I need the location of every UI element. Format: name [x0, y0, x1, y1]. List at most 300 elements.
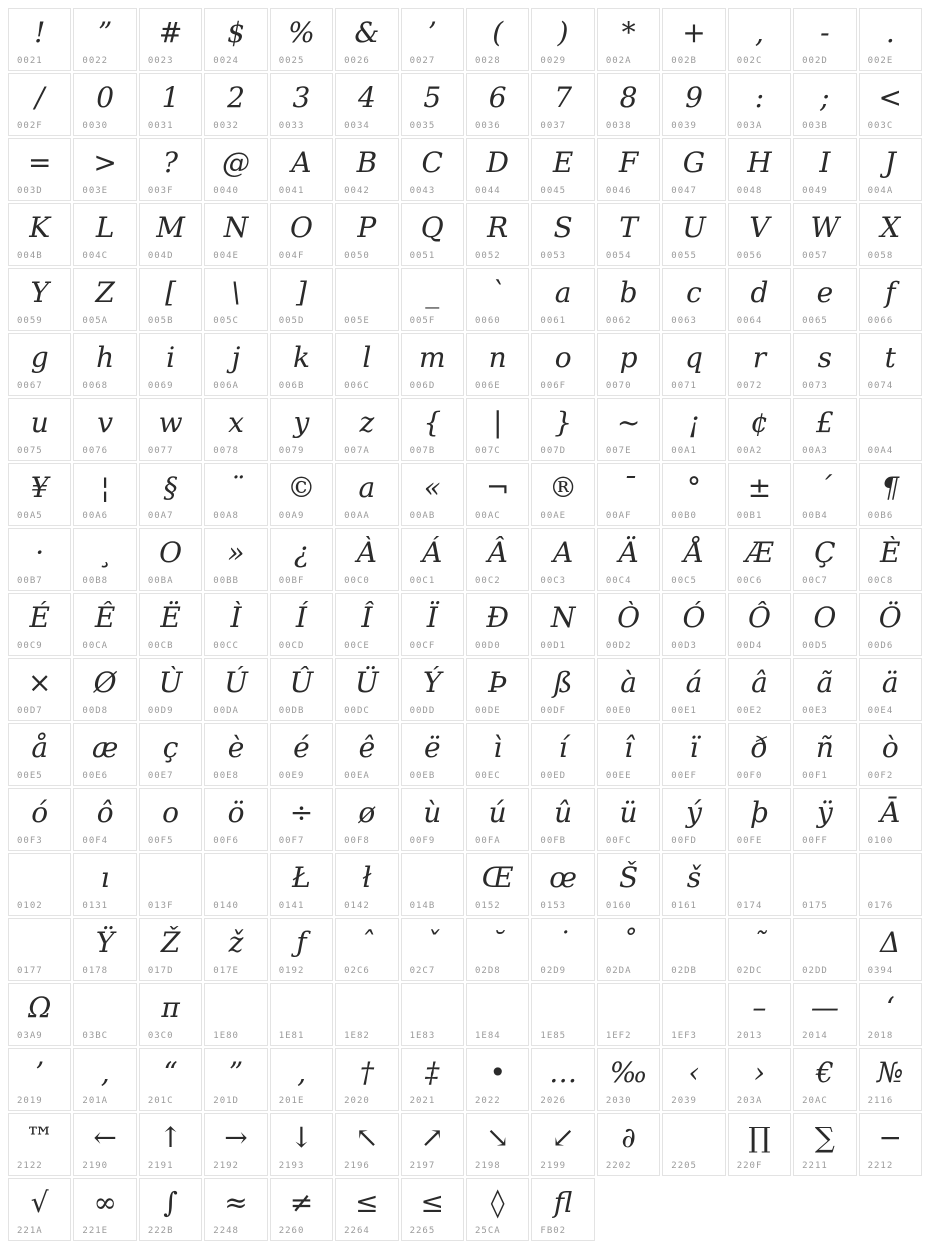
glyph-cell[interactable] [204, 658, 267, 721]
glyph-cell[interactable] [662, 853, 725, 916]
glyph-cell[interactable] [859, 983, 922, 1046]
glyph-cell[interactable] [335, 333, 398, 396]
glyph-cell[interactable] [401, 658, 464, 721]
glyph-cell[interactable] [531, 1178, 594, 1241]
glyph-cell[interactable] [73, 528, 136, 591]
glyph-cell[interactable] [531, 528, 594, 591]
glyph-cell[interactable] [859, 658, 922, 721]
glyph-cell[interactable] [204, 333, 267, 396]
glyph-cell[interactable] [401, 918, 464, 981]
glyph-cell[interactable] [270, 203, 333, 266]
glyph-cell[interactable] [466, 788, 529, 851]
glyph: n [488, 340, 507, 374]
glyph-cell[interactable] [466, 1113, 529, 1176]
glyph-cell[interactable] [466, 398, 529, 461]
glyph-cell[interactable] [859, 8, 922, 71]
glyph-cell[interactable] [8, 463, 71, 526]
glyph-cell[interactable] [531, 268, 594, 331]
codepoint-label: 005F [409, 316, 436, 326]
glyph-cell[interactable] [662, 398, 725, 461]
glyph-cell[interactable] [401, 853, 464, 916]
glyph-cell[interactable] [8, 268, 71, 331]
glyph-cell[interactable] [531, 1113, 594, 1176]
glyph-cell[interactable] [139, 983, 202, 1046]
glyph-cell[interactable] [793, 463, 856, 526]
glyph-cell[interactable] [531, 983, 594, 1046]
glyph-cell[interactable] [8, 333, 71, 396]
glyph-cell[interactable] [335, 528, 398, 591]
glyph-cell[interactable] [73, 463, 136, 526]
glyph-cell[interactable] [204, 723, 267, 786]
glyph-cell[interactable] [139, 1048, 202, 1111]
glyph-cell[interactable] [793, 1113, 856, 1176]
glyph [598, 984, 659, 1031]
glyph-cell[interactable] [728, 593, 791, 656]
glyph-cell[interactable] [728, 983, 791, 1046]
glyph-cell[interactable] [793, 528, 856, 591]
glyph-cell[interactable] [531, 8, 594, 71]
glyph-cell[interactable] [8, 528, 71, 591]
glyph: 4 [357, 80, 376, 114]
glyph-cell[interactable] [793, 593, 856, 656]
codepoint-label: 2211 [802, 1161, 828, 1171]
glyph-cell[interactable] [335, 398, 398, 461]
glyph-cell[interactable] [597, 853, 660, 916]
glyph-cell[interactable] [73, 333, 136, 396]
glyph-cell[interactable] [8, 593, 71, 656]
glyph-cell[interactable] [139, 788, 202, 851]
glyph-cell[interactable] [859, 268, 922, 331]
glyph-cell[interactable] [270, 8, 333, 71]
glyph-cell[interactable] [73, 723, 136, 786]
glyph-cell[interactable] [401, 593, 464, 656]
glyph-cell[interactable] [139, 463, 202, 526]
glyph-cell[interactable] [859, 723, 922, 786]
glyph-cell[interactable] [335, 73, 398, 136]
codepoint-label: 006E [474, 381, 501, 391]
glyph-cell[interactable] [335, 983, 398, 1046]
glyph-cell[interactable] [466, 333, 529, 396]
glyph-cell[interactable] [270, 333, 333, 396]
glyph-cell[interactable] [662, 1113, 725, 1176]
glyph: ≤ [355, 1185, 379, 1219]
glyph-cell[interactable] [204, 138, 267, 201]
glyph-cell[interactable] [662, 73, 725, 136]
glyph-cell[interactable] [859, 398, 922, 461]
glyph-cell[interactable] [401, 8, 464, 71]
glyph-cell[interactable] [139, 528, 202, 591]
glyph-cell[interactable] [531, 463, 594, 526]
glyph-cell[interactable] [401, 73, 464, 136]
glyph-cell[interactable] [793, 788, 856, 851]
glyph-cell[interactable] [466, 268, 529, 331]
glyph-cell[interactable] [531, 918, 594, 981]
glyph-cell[interactable] [466, 593, 529, 656]
glyph-cell[interactable] [204, 268, 267, 331]
glyph-cell[interactable] [139, 853, 202, 916]
glyph-cell[interactable] [139, 8, 202, 71]
glyph-cell[interactable] [73, 268, 136, 331]
glyph-cell[interactable] [73, 398, 136, 461]
glyph-cell[interactable] [204, 8, 267, 71]
codepoint-label: 201E [278, 1096, 305, 1106]
codepoint-label: 2196 [344, 1161, 370, 1171]
glyph-cell[interactable] [728, 333, 791, 396]
glyph-cell[interactable] [728, 853, 791, 916]
glyph-cell[interactable] [728, 658, 791, 721]
glyph: Ê [94, 600, 116, 634]
codepoint-label: 00C0 [344, 576, 370, 586]
glyph-cell[interactable] [204, 528, 267, 591]
glyph-cell[interactable] [597, 918, 660, 981]
glyph-cell[interactable] [531, 138, 594, 201]
glyph-cell[interactable] [401, 788, 464, 851]
glyph-cell[interactable] [859, 918, 922, 981]
glyph-cell[interactable] [466, 528, 529, 591]
glyph-cell[interactable] [466, 918, 529, 981]
glyph-cell[interactable] [204, 1048, 267, 1111]
codepoint-label: 0079 [278, 446, 305, 456]
glyph-cell[interactable] [597, 268, 660, 331]
glyph-cell[interactable] [73, 8, 136, 71]
glyph-cell[interactable] [728, 528, 791, 591]
glyph-cell[interactable] [270, 1178, 333, 1241]
codepoint-label: 002A [605, 56, 632, 66]
glyph-cell[interactable] [728, 1048, 791, 1111]
glyph-cell[interactable] [335, 1178, 398, 1241]
glyph-cell[interactable] [139, 138, 202, 201]
glyph-cell[interactable] [204, 918, 267, 981]
glyph-cell[interactable] [335, 138, 398, 201]
glyph-cell[interactable] [531, 1048, 594, 1111]
glyph-cell[interactable] [662, 723, 725, 786]
glyph-cell[interactable] [139, 723, 202, 786]
glyph-cell[interactable] [73, 1113, 136, 1176]
glyph-cell[interactable] [204, 73, 267, 136]
glyph-cell[interactable] [728, 723, 791, 786]
glyph-cell[interactable] [8, 918, 71, 981]
glyph-cell[interactable] [859, 1048, 922, 1111]
glyph-cell[interactable] [466, 203, 529, 266]
glyph-cell[interactable] [531, 203, 594, 266]
glyph-cell[interactable] [73, 138, 136, 201]
glyph-cell[interactable] [401, 723, 464, 786]
glyph-cell[interactable] [270, 463, 333, 526]
glyph-cell[interactable] [401, 203, 464, 266]
glyph-cell[interactable] [597, 983, 660, 1046]
glyph-cell[interactable] [728, 398, 791, 461]
glyph-cell[interactable] [793, 853, 856, 916]
glyph-cell[interactable] [531, 853, 594, 916]
glyph-cell[interactable] [859, 203, 922, 266]
glyph-cell[interactable] [8, 723, 71, 786]
glyph-cell[interactable] [793, 203, 856, 266]
glyph-cell[interactable] [793, 1048, 856, 1111]
glyph-cell[interactable] [662, 593, 725, 656]
glyph-cell[interactable] [401, 1113, 464, 1176]
glyph-cell[interactable] [139, 918, 202, 981]
codepoint-label: 00A8 [213, 511, 239, 521]
codepoint-label: 2116 [867, 1096, 894, 1106]
glyph-cell[interactable] [728, 1113, 791, 1176]
glyph-cell[interactable] [793, 983, 856, 1046]
glyph-cell[interactable] [597, 658, 660, 721]
glyph-cell[interactable] [859, 593, 922, 656]
glyph-cell[interactable] [859, 73, 922, 136]
glyph: Ë [160, 600, 181, 634]
glyph-cell[interactable] [270, 138, 333, 201]
glyph-cell[interactable] [270, 658, 333, 721]
glyph-cell[interactable] [662, 658, 725, 721]
glyph-cell[interactable] [597, 528, 660, 591]
glyph-cell[interactable] [8, 658, 71, 721]
glyph-cell[interactable] [270, 788, 333, 851]
glyph-cell[interactable] [859, 1113, 922, 1176]
codepoint-label: 2265 [409, 1226, 436, 1236]
glyph-cell[interactable] [728, 8, 791, 71]
codepoint-label: 00C7 [802, 576, 828, 586]
glyph-cell[interactable] [662, 983, 725, 1046]
glyph: ü [619, 795, 638, 829]
glyph-cell[interactable] [139, 658, 202, 721]
codepoint-label: 00CD [278, 641, 305, 651]
glyph-cell[interactable] [8, 983, 71, 1046]
glyph-cell[interactable] [662, 1048, 725, 1111]
glyph-cell[interactable] [728, 463, 791, 526]
glyph-cell[interactable] [139, 203, 202, 266]
glyph-cell[interactable] [793, 333, 856, 396]
glyph-cell[interactable] [335, 463, 398, 526]
glyph: È [880, 535, 901, 569]
glyph-cell[interactable] [531, 593, 594, 656]
glyph-cell[interactable] [662, 203, 725, 266]
glyph-cell[interactable] [335, 658, 398, 721]
glyph-cell[interactable] [466, 73, 529, 136]
glyph: ¬ [485, 470, 510, 504]
glyph-cell[interactable] [204, 853, 267, 916]
glyph-cell[interactable] [531, 788, 594, 851]
glyph-cell[interactable] [139, 268, 202, 331]
glyph-cell[interactable] [335, 1048, 398, 1111]
codepoint-label: 00A5 [17, 511, 43, 521]
glyph-cell[interactable] [793, 8, 856, 71]
glyph-cell[interactable] [270, 918, 333, 981]
glyph-cell[interactable] [8, 1113, 71, 1176]
glyph-cell[interactable] [204, 1113, 267, 1176]
glyph-cell[interactable] [73, 788, 136, 851]
glyph-cell[interactable] [8, 853, 71, 916]
glyph-cell[interactable] [662, 268, 725, 331]
glyph-cell[interactable] [466, 463, 529, 526]
glyph-cell[interactable] [8, 1048, 71, 1111]
glyph-cell[interactable] [531, 658, 594, 721]
glyph-cell[interactable] [597, 463, 660, 526]
glyph-cell[interactable] [335, 1113, 398, 1176]
glyph-cell[interactable] [531, 723, 594, 786]
glyph-cell[interactable] [139, 593, 202, 656]
glyph-cell[interactable] [8, 788, 71, 851]
glyph-cell[interactable] [73, 983, 136, 1046]
glyph-cell[interactable] [73, 1178, 136, 1241]
glyph-cell[interactable] [597, 8, 660, 71]
glyph-cell[interactable] [466, 1048, 529, 1111]
glyph-cell[interactable] [401, 463, 464, 526]
glyph-cell[interactable] [728, 73, 791, 136]
glyph-cell[interactable] [270, 528, 333, 591]
glyph-cell[interactable] [401, 268, 464, 331]
glyph-cell[interactable] [728, 788, 791, 851]
glyph-cell[interactable] [466, 853, 529, 916]
glyph-cell[interactable] [597, 1113, 660, 1176]
glyph-cell[interactable] [401, 528, 464, 591]
codepoint-label: 0029 [540, 56, 567, 66]
glyph-cell[interactable] [662, 528, 725, 591]
glyph-cell[interactable] [270, 1048, 333, 1111]
glyph-cell[interactable] [401, 1048, 464, 1111]
glyph-cell[interactable] [597, 398, 660, 461]
codepoint-label: 03C0 [147, 1031, 174, 1041]
codepoint-label: 00C2 [474, 576, 501, 586]
glyph-cell[interactable] [859, 333, 922, 396]
glyph-cell[interactable] [793, 138, 856, 201]
glyph-cell[interactable] [597, 593, 660, 656]
glyph-cell[interactable] [662, 463, 725, 526]
glyph-cell[interactable] [597, 1048, 660, 1111]
glyph-cell[interactable] [662, 788, 725, 851]
glyph-cell[interactable] [531, 333, 594, 396]
glyph: ˇ [425, 925, 440, 959]
glyph: í [558, 730, 568, 764]
glyph-cell[interactable] [73, 918, 136, 981]
glyph-cell[interactable] [597, 203, 660, 266]
glyph-cell[interactable] [466, 8, 529, 71]
glyph-cell[interactable] [728, 203, 791, 266]
glyph-cell[interactable] [793, 268, 856, 331]
glyph-cell[interactable] [793, 723, 856, 786]
glyph-cell[interactable] [73, 658, 136, 721]
glyph-cell[interactable] [597, 73, 660, 136]
glyph-cell[interactable] [270, 73, 333, 136]
glyph: t [884, 340, 896, 374]
glyph-cell[interactable] [139, 398, 202, 461]
codepoint-label: 0032 [213, 121, 239, 131]
glyph-cell[interactable] [793, 73, 856, 136]
glyph-cell[interactable] [466, 723, 529, 786]
glyph-cell[interactable] [8, 1178, 71, 1241]
glyph-cell[interactable] [401, 398, 464, 461]
glyph-cell[interactable] [139, 1113, 202, 1176]
glyph-cell[interactable] [531, 398, 594, 461]
glyph-cell[interactable] [531, 73, 594, 136]
glyph-cell[interactable] [728, 268, 791, 331]
codepoint-label: 0035 [409, 121, 436, 131]
glyph-cell[interactable] [662, 8, 725, 71]
glyph-cell[interactable] [793, 918, 856, 981]
glyph-cell[interactable] [859, 788, 922, 851]
glyph-cell[interactable] [73, 593, 136, 656]
glyph-cell[interactable] [204, 398, 267, 461]
glyph-cell[interactable] [73, 853, 136, 916]
glyph-cell[interactable] [204, 593, 267, 656]
glyph-cell[interactable] [793, 398, 856, 461]
glyph-cell[interactable] [859, 138, 922, 201]
glyph-cell[interactable] [335, 268, 398, 331]
glyph-cell[interactable] [335, 788, 398, 851]
glyph-cell[interactable] [270, 853, 333, 916]
glyph-cell[interactable] [8, 138, 71, 201]
glyph-cell[interactable] [466, 1178, 529, 1241]
glyph-cell[interactable] [597, 723, 660, 786]
glyph-cell[interactable] [401, 138, 464, 201]
glyph-cell[interactable] [73, 1048, 136, 1111]
codepoint-label: 02DD [802, 966, 828, 976]
glyph-cell[interactable] [466, 138, 529, 201]
glyph-cell[interactable] [204, 203, 267, 266]
glyph-cell[interactable] [728, 918, 791, 981]
glyph-cell[interactable] [270, 1113, 333, 1176]
glyph: ~ [616, 405, 641, 439]
glyph-cell[interactable] [401, 333, 464, 396]
glyph-cell[interactable] [335, 8, 398, 71]
glyph: ` [490, 275, 505, 309]
glyph-cell[interactable] [270, 593, 333, 656]
glyph-cell[interactable] [859, 853, 922, 916]
glyph-cell[interactable] [335, 593, 398, 656]
glyph-cell[interactable] [270, 398, 333, 461]
glyph-cell[interactable] [662, 918, 725, 981]
glyph: à [620, 665, 637, 699]
glyph-cell[interactable] [335, 853, 398, 916]
glyph-cell[interactable] [401, 983, 464, 1046]
glyph-cell[interactable] [466, 983, 529, 1046]
glyph-cell[interactable] [597, 138, 660, 201]
glyph-cell[interactable] [859, 528, 922, 591]
codepoint-label: 005C [213, 316, 239, 326]
glyph-cell[interactable] [270, 983, 333, 1046]
glyph-cell[interactable] [662, 333, 725, 396]
glyph-cell[interactable] [597, 788, 660, 851]
glyph-cell[interactable] [8, 8, 71, 71]
glyph-cell[interactable] [73, 73, 136, 136]
glyph-cell[interactable] [401, 1178, 464, 1241]
glyph-cell[interactable] [335, 203, 398, 266]
glyph-cell[interactable] [335, 723, 398, 786]
glyph-cell[interactable] [270, 268, 333, 331]
glyph-cell[interactable] [597, 333, 660, 396]
glyph-cell[interactable] [728, 138, 791, 201]
glyph-cell[interactable] [204, 983, 267, 1046]
glyph-cell[interactable] [73, 203, 136, 266]
codepoint-label: 00A3 [802, 446, 828, 456]
glyph-cell[interactable] [859, 463, 922, 526]
glyph-cell[interactable] [8, 203, 71, 266]
glyph-cell[interactable] [8, 73, 71, 136]
glyph-cell[interactable] [139, 1178, 202, 1241]
glyph-cell[interactable] [270, 723, 333, 786]
codepoint-label: 0152 [474, 901, 501, 911]
glyph-cell[interactable] [466, 658, 529, 721]
glyph-cell[interactable] [204, 463, 267, 526]
glyph-cell[interactable] [793, 658, 856, 721]
glyph-cell[interactable] [662, 138, 725, 201]
glyph-cell[interactable] [335, 918, 398, 981]
codepoint-label: 0040 [213, 186, 239, 196]
glyph-cell[interactable] [8, 398, 71, 461]
glyph-cell[interactable] [139, 73, 202, 136]
glyph-cell[interactable] [204, 1178, 267, 1241]
glyph-cell[interactable] [139, 333, 202, 396]
glyph-cell[interactable] [204, 788, 267, 851]
